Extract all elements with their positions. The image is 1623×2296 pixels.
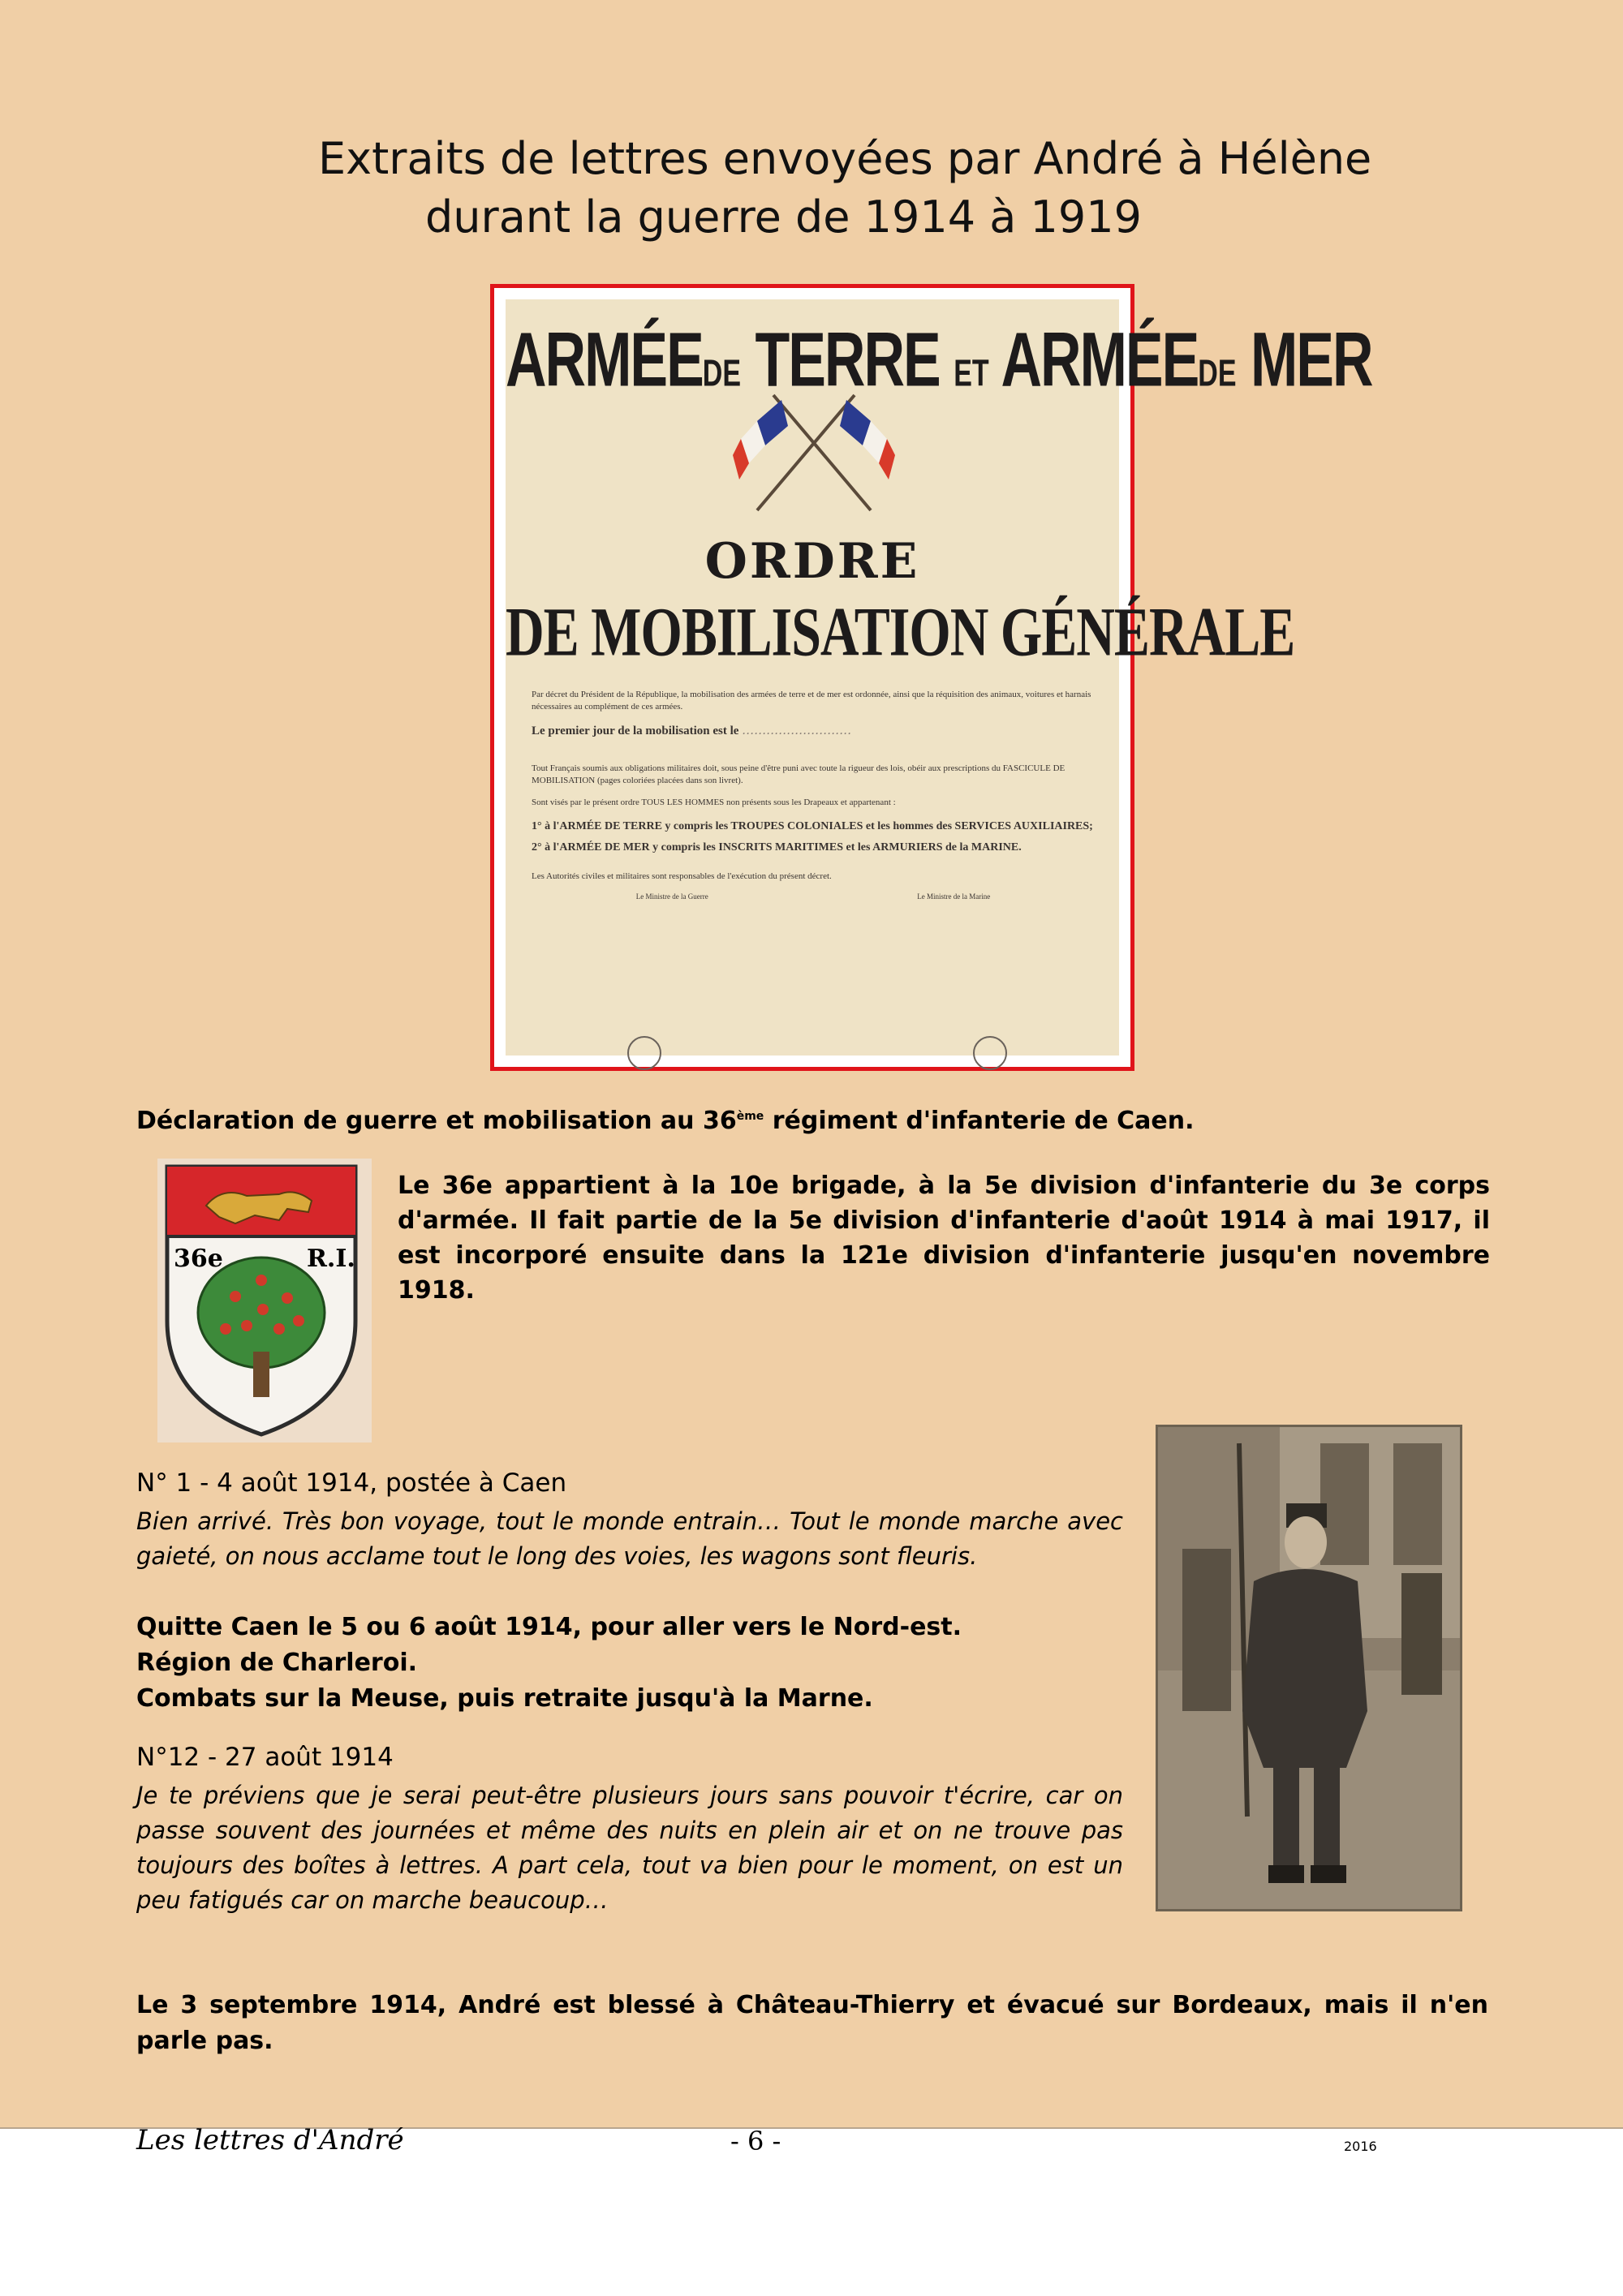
poster-authorities: Les Autorités civiles et militaires sont responsables de l'exécution du présent décret. [532,871,832,881]
seal-icon [627,1036,661,1070]
caption-text-before: Déclaration de guerre et mobilisation au 36 [136,1107,737,1135]
letter-12-header: N°12 - 27 août 1914 [136,1743,394,1772]
poster-paper [506,299,1372,1056]
poster-concerned: Sont visés par le présent ordre TOUS LES HOMMES non présents sous les Drapeaux et appartenant : [532,798,896,807]
poster-headline-et: ET [954,352,989,395]
poster-signatures [532,892,1095,901]
crest-label-left: 36e [174,1245,223,1273]
poster-body [532,689,1095,901]
wounded-note: Le 3 septembre 1914, André est blessé à Château-Thierry et évacué sur Bordeaux, mais il n'en parle pas. [136,1991,1488,2055]
poster-mobilisation-generale: DE MOBILISATION GÉNÉRALE [506,594,1295,672]
crossed-flags-icon [733,389,895,518]
poster-sign-right: Le Ministre de la Marine [917,892,991,901]
poster-headline-mer: MER [1250,316,1372,402]
poster-item-2: 2° à l'ARMÉE DE MER y compris les INSCRITS MARITIMES et les ARMURIERS de la MARINE. [532,841,1022,853]
crest-label-right: R.I. [307,1245,355,1273]
caption-superscript: ème [736,1110,764,1123]
poster-first-day: Le premier jour de la mobilisation est le ……………………… [532,723,852,737]
poster-headline-terre: TERRE [755,316,940,402]
soldier-photo-image [1158,1427,1460,1909]
seal-icon [973,1036,1007,1070]
poster-headline-armee-2: ARMÉE [1001,316,1199,402]
footer-book-title: Les lettres d'André [136,2124,404,2156]
footer-year: 2016 [1344,2139,1377,2154]
crest-shield-icon [157,1159,372,1443]
poster-decree: Par décret du Président de la République, la mobilisation des armées de terre et de mer est ordonnée, ainsi que la réquisition des animaux, voitures et harnais nécessaires au complément de ces armées. [532,690,1091,712]
poster-item-1: 1° à l'ARMÉE DE TERRE y compris les TROUPES COLONIALES et les hommes des SERVICES AUXILIAIRES; [532,820,1093,832]
regiment-description: Le 36e appartient à la 10e brigade, à la 5e division d'infanterie du 3e corps d'armée. Il fait partie de la 5e division d'infanterie d'août 1914 à mai 1917, il est incorporé ensuite dans la 121e division d'infanterie jusqu'en novembre 1918. [398,1172,1490,1305]
movement-block [136,1610,1126,1717]
movement-line-1: Quitte Caen le 5 ou 6 août 1914, pour aller vers le Nord-est. [136,1613,962,1641]
caption-text-after: régiment d'infanterie de Caen. [764,1107,1195,1135]
letter-12-body: Je te préviens que je serai peut-être plusieurs jours sans pouvoir t'écrire, car on passe souvent des journées et même des nuits en plein air et on ne trouve pas toujours des boîtes à lettres. A part cela, tout va bien pour le moment, on est un peu fatigués car on marche beaucoup… [136,1782,1123,1914]
poster-headline-armee: ARMÉE [506,316,703,402]
poster-ordre: ORDRE [704,533,920,590]
regiment-crest [157,1159,372,1443]
letter-1-body: Bien arrivé. Très bon voyage, tout le monde entrain… Tout le monde marche avec gaieté, on nous acclame tout le long des voies, les wagons sont fleuris. [136,1507,1123,1570]
page-title-line-2: durant la guerre de 1914 à 1919 [425,191,1142,243]
poster-headline-de: DE [702,352,742,395]
letter-1-header: N° 1 - 4 août 1914, postée à Caen [136,1468,567,1498]
page-number: - 6 - [730,2126,781,2156]
soldier-photograph [1156,1425,1462,1911]
poster-headline-de-2: DE [1198,352,1237,395]
poster-obligations: Tout Français soumis aux obligations militaires doit, sous peine d'être puni avec toute la rigueur des lois, obéir aux prescriptions du FASCICULE DE MOBILISATION (pages coloriées placées dans son livret). [532,763,1065,785]
page-title-line-1: Extraits de lettres envoyées par André à Hélène [318,133,1372,184]
movement-line-2: Région de Charleroi. [136,1649,418,1677]
mobilization-poster [490,284,1372,1071]
poster-first-day-label: Le premier jour de la mobilisation est le [532,724,739,737]
mobilization-caption [136,1107,1195,1135]
movement-line-3: Combats sur la Meuse, puis retraite jusqu'à la Marne. [136,1684,873,1713]
poster-sign-left: Le Ministre de la Guerre [635,892,708,901]
